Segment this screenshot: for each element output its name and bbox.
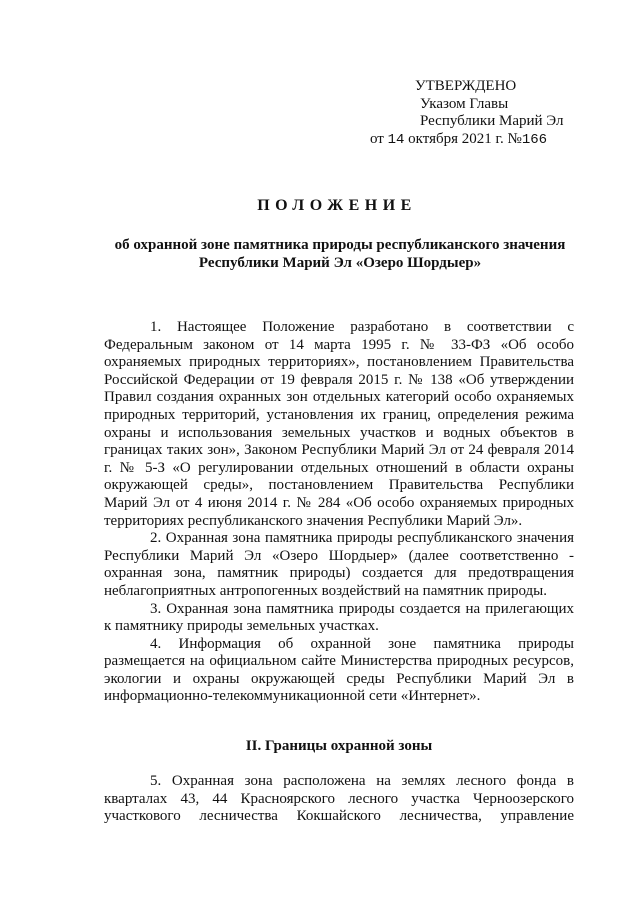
document-title: ПОЛОЖЕНИЕ	[257, 197, 417, 214]
approval-heading: УТВЕРЖДЕНО	[415, 78, 517, 94]
approval-block	[370, 78, 630, 149]
paragraph-1: 1. Настоящее Положение разработано в соответствии с Федеральным законом от 14 марта 1995 г. № 33-ФЗ «Об особо охраняемых природных территориях», постановлением Правительства Российской Федерации от 19 февраля 2015 г. № 138 «Об утверждении Правил создания охранных зон отдельных категорий особо охраняемых природных территорий, установления их границ, определения режима охраны и использования земельных участков и водных объектов в границах таких зон», Законом Республики Марий Эл от 24 февраля 2014 г. № 5-З «О регулировании отдельных отношений в области охраны окружающей среды», постановлением Правительства Республики Марий Эл от 4 июня 2014 г. № 284 «Об особо охраняемых природных территориях республиканского значения Республики Марий Эл».	[104, 319, 574, 529]
approval-decree: Указом Главы	[420, 95, 509, 112]
approval-date-rest: октября 2021 г. №	[408, 130, 522, 147]
approval-date-day: 14	[387, 131, 405, 148]
document-subtitle	[100, 236, 580, 272]
paragraph-4: 4. Информация об охранной зоне памятника природы размещается на официальном сайте Министерства природных ресурсов, экологии и охраны окружающей среды Республики Марий Эл в информационно-телекоммуникационной сети «Интернет».	[104, 635, 574, 705]
paragraph-5: 5. Охранная зона расположена на землях лесного фонда в кварталах 43, 44 Красноярского лесного участка Черноозерского участкового лесничества Кокшайского лесничества, управление	[104, 773, 574, 825]
approval-republic: Республики Марий Эл	[420, 113, 564, 129]
document-body	[104, 319, 574, 706]
approval-date-line	[370, 131, 630, 150]
paragraph-3: 3. Охранная зона памятника природы создается на прилегающих к памятнику природы земельных участках.	[104, 600, 574, 635]
section-2-title: II. Границы охранной зоны	[245, 738, 433, 754]
approval-number: 166	[521, 131, 548, 148]
section-2-body	[104, 773, 574, 826]
subtitle-line-2: Республики Марий Эл «Озеро Шордыер»	[198, 255, 482, 271]
paragraph-2: 2. Охранная зона памятника природы республиканского значения Республики Марий Эл «Озеро Шордыер» (далее соответственно - охранная зона, памятник природы) создается для предотвращения неблагоприятных антропогенных воздействий на памятник природы.	[104, 530, 574, 599]
approval-date-prefix: от	[370, 130, 384, 147]
subtitle-line-1: об охранной зоне памятника природы республиканского значения	[114, 237, 566, 253]
